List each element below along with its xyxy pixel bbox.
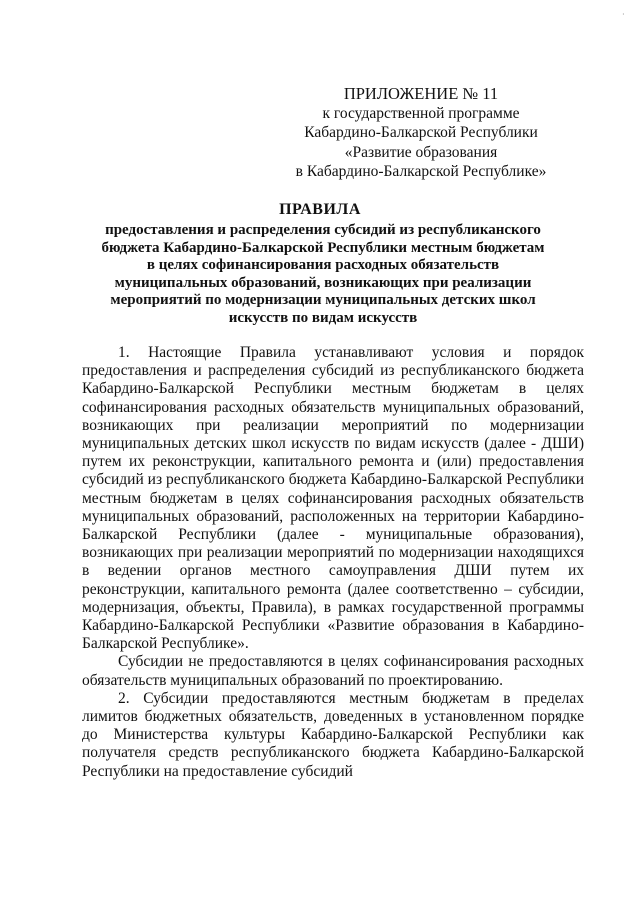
subtitle-line: в целях софинансирования расходных обязательств <box>146 257 500 273</box>
paragraph-subsidies-note: Субсидии не предоставляются в целях софинансирования расходных обязательств муниципальных образований по проектированию. <box>82 653 584 689</box>
appendix-line: к государственной программе <box>322 104 520 122</box>
appendix-title: ПРИЛОЖЕНИЕ № 11 <box>343 84 499 103</box>
appendix-line: «Развитие образования <box>344 143 498 161</box>
subtitle-line: предоставления и распределения субсидий из республиканского <box>105 222 541 238</box>
subtitle-line: искусств по видам искусств <box>228 309 418 326</box>
subtitle-line: бюджета Кабардино-Балкарской Республики местным бюджетам <box>101 239 545 256</box>
appendix-line: в Кабардино-Балкарской Республике» <box>295 163 547 180</box>
document-subtitle <box>78 222 568 327</box>
paragraph-1: 1. Настоящие Правила устанавливают условия и порядок предоставления и распределения субсидий из республиканского бюджета Кабардино-Балкарской Республики местным бюджетам в целях софинансирования расходных обязательств муниципальных образований, возникающих при реализации мероприятий по модернизации муниципальных детских школ искусств по видам искусств (далее - ДШИ) путем их реконструкции, капитального ремонта и (или) предоставления субсидий из республиканского бюджета Кабардино-Балкарской Республики местным бюджетам в целях софинансирования расходных обязательств муниципальных образований, расположенных на территории Кабардино-Балкарской Республики (далее - муниципальные образования), возникающих при реализации мероприятий по модернизации находящихся в ведении органов местного самоуправления ДШИ путем их реконструкции, капитального ремонта (далее соответственно – субсидии, модернизация, объекты, Правила), в рамках государственной программы Кабардино-Балкарской Республики «Развитие образования в Кабардино-Балкарской Республике». <box>82 344 584 653</box>
document-body <box>82 344 584 781</box>
paragraph-2: 2. Субсидии предоставляются местным бюджетам в пределах лимитов бюджетных обязательств, доведенных в установленном порядке до Министерства культуры Кабардино-Балкарской Республики как получателя средств республиканского бюджета Кабардино-Балкарской Республики на предоставление субсидий <box>82 689 584 780</box>
appendix-header <box>260 84 582 182</box>
subtitle-line: мероприятий по модернизации муниципальных детских школ <box>110 292 536 308</box>
subtitle-line: муниципальных образований, возникающих при реализации <box>114 274 532 291</box>
appendix-line: Кабардино-Балкарской Республики <box>304 124 538 141</box>
document-title: ПРАВИЛА <box>279 201 361 218</box>
corner-mark: · <box>622 10 625 19</box>
